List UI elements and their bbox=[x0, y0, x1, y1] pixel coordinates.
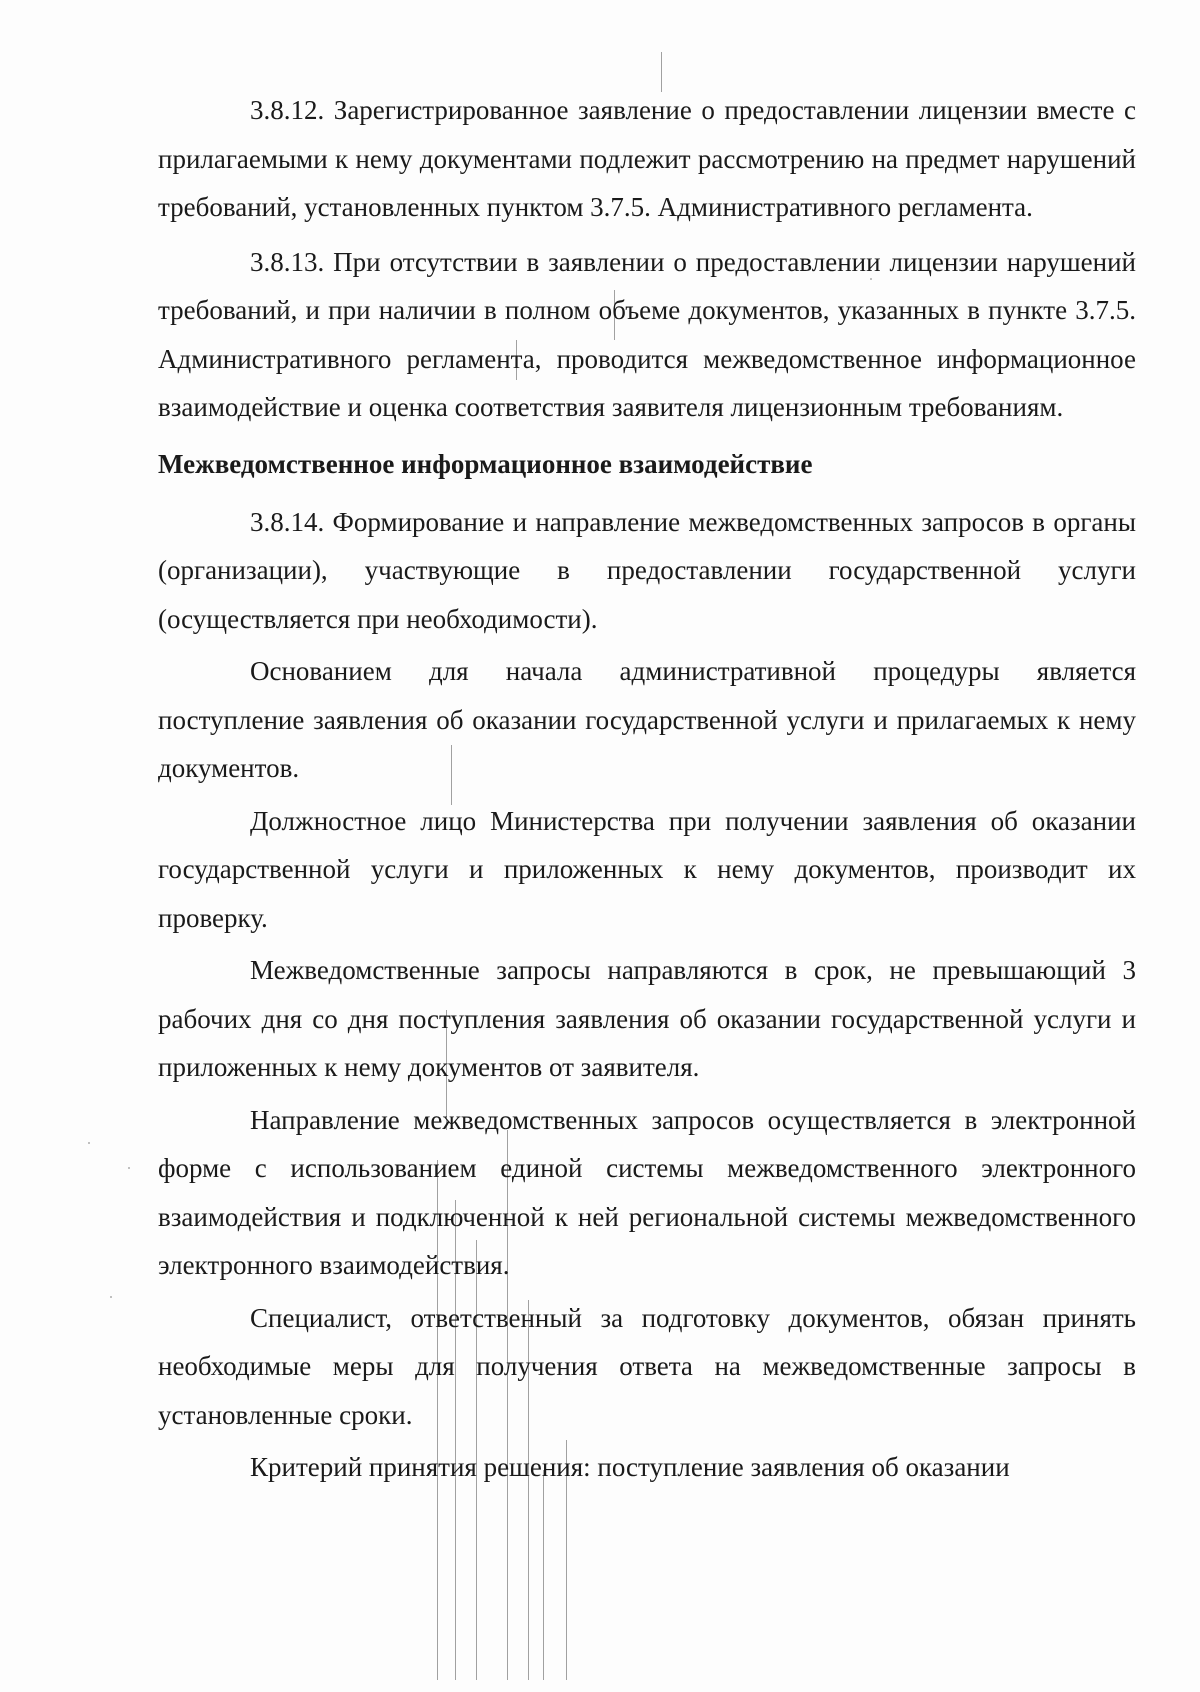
scan-speck bbox=[88, 1142, 90, 1144]
paragraph-basis: Основанием для начала административной процедуры является поступление заявления об оказании государственной услуги и прилагаемых к нему документов. bbox=[158, 656, 1136, 783]
scan-speck bbox=[128, 1167, 130, 1169]
section-heading: Межведомственное информационное взаимодействие bbox=[158, 448, 813, 479]
paragraph-deadline: Межведомственные запросы направляются в срок, не превышающий 3 рабочих дня со дня поступления заявления об оказании государственной услуги и приложенных к нему документов от заявителя. bbox=[158, 955, 1136, 1082]
paragraph-3-8-13: 3.8.13. При отсутствии в заявлении о предоставлении лицензии нарушений требований, и при наличии в полном объеме документов, указанных в пункте 3.7.5. Административного регламента, проводится межведомственное информационное взаимодействие и оценка соответствия заявителя лицензионным требованиям. bbox=[158, 246, 1136, 422]
document-body bbox=[158, 86, 1136, 1492]
scan-speck bbox=[110, 1296, 112, 1298]
paragraph-electronic: Направление межведомственных запросов осуществляется в электронной форме с использованием единой системы межведомственного электронного взаимодействия и подключенной к ней региональной системы межведомственного электронного взаимодействия. bbox=[158, 1104, 1136, 1280]
paragraph-3-8-14: 3.8.14. Формирование и направление межведомственных запросов в органы (организации), участвующие в предоставлении государственной услуги (осуществляется при необходимости). bbox=[158, 506, 1136, 634]
paragraph-3-8-12: 3.8.12. Зарегистрированное заявление о предоставлении лицензии вместе с прилагаемыми к нему документами подлежит рассмотрению на предмет нарушений требований, установленных пунктом 3.7.5. Административного регламента. bbox=[158, 95, 1136, 222]
scan-artefact-line bbox=[543, 1470, 544, 1680]
paragraph-specialist: Специалист, ответственный за подготовку документов, обязан принять необходимые меры для получения ответа на межведомственные запросы в установленные сроки. bbox=[158, 1302, 1136, 1430]
paragraph-criterion: Критерий принятия решения: поступление заявления об оказании bbox=[250, 1452, 1010, 1482]
paragraph-official: Должностное лицо Министерства при получении заявления об оказании государственной услуги и приложенных к нему документов, производит их проверку. bbox=[158, 805, 1136, 933]
